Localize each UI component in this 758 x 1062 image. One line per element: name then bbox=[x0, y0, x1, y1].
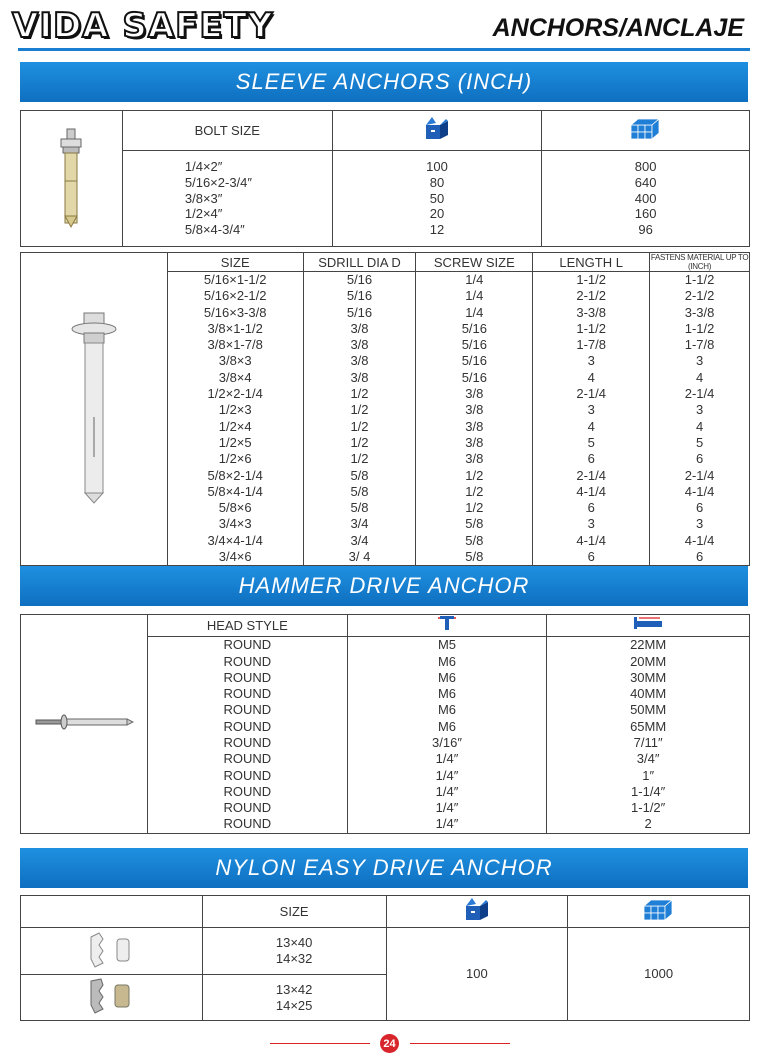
hammer-cell: 1/4″ bbox=[435, 800, 459, 816]
spec-cell: 4 bbox=[587, 418, 595, 434]
box-qty: 12 bbox=[429, 222, 445, 238]
bolt-size: 1/4×2″ bbox=[184, 159, 223, 175]
spec-cell: 2-1/4 bbox=[576, 386, 606, 402]
spec-cell: 1-7/8 bbox=[576, 337, 606, 353]
section-title: ANCHORS/ANCLAJE bbox=[492, 14, 744, 42]
spec-cell: 3/4 bbox=[350, 532, 369, 548]
sleeve-anchor-spec-image-cell bbox=[21, 253, 168, 566]
spec-cell: 4-1/4 bbox=[684, 532, 715, 548]
col-length bbox=[547, 615, 750, 637]
length-list bbox=[547, 637, 750, 834]
banner-nylon-easy-drive-anchor bbox=[20, 848, 748, 888]
hammer-cell: ROUND bbox=[223, 702, 272, 718]
spec-cell: 1/2 bbox=[350, 418, 369, 434]
carton-qty: 96 bbox=[638, 222, 653, 238]
col-head-style: HEAD STYLE bbox=[147, 615, 347, 637]
spec-cell: 4-1/4 bbox=[576, 483, 606, 499]
spec-cell: 3/8 bbox=[350, 320, 369, 336]
spec-cell: 6 bbox=[587, 500, 595, 516]
spec-cell: 5/16 bbox=[461, 320, 487, 336]
spec-cell: 3/ 4 bbox=[348, 549, 371, 565]
hammer-cell: 2 bbox=[644, 816, 652, 832]
length-icon bbox=[632, 615, 664, 631]
hammer-cell: ROUND bbox=[223, 686, 272, 702]
nylon-size-group-2 bbox=[202, 975, 386, 1021]
spec-cell: 3 bbox=[587, 402, 595, 418]
spec-cell: 5/8 bbox=[465, 549, 484, 565]
hammer-cell: 1/4″ bbox=[435, 751, 459, 767]
sleeve-anchor-spec-table bbox=[20, 252, 750, 566]
hammer-cell: 3/4″ bbox=[636, 751, 660, 767]
hammer-cell: 22MM bbox=[630, 637, 667, 653]
hammer-cell: M5 bbox=[437, 637, 456, 653]
spec-cell: 1-1/2 bbox=[684, 272, 715, 287]
spec-cell: 5/16 bbox=[461, 353, 487, 369]
banner-hammer-drive-anchor bbox=[20, 566, 748, 606]
banner-sleeve-anchors-inch bbox=[20, 62, 748, 102]
spec-cell: 1/4 bbox=[465, 272, 484, 287]
col-fastens-material: FASTENS MATERIAL UP TO (INCH) bbox=[650, 253, 749, 271]
spec-size-list bbox=[167, 272, 303, 566]
spec-cell: 5/16 bbox=[461, 369, 487, 385]
spec-cell: 3 bbox=[695, 516, 704, 532]
spec-cell: 2-1/4 bbox=[576, 467, 606, 483]
nylon-anchor-image-cell-2 bbox=[21, 975, 203, 1021]
spec-cell: 6 bbox=[695, 500, 704, 516]
nylon-anchor-table bbox=[20, 895, 750, 1021]
banner-title: NYLON EASY DRIVE ANCHOR bbox=[215, 855, 553, 880]
spec-fastens-list bbox=[650, 272, 750, 566]
spec-cell: 3/8×4 bbox=[218, 369, 252, 385]
page-footer bbox=[0, 1034, 758, 1054]
spec-cell: 3/8 bbox=[350, 337, 369, 353]
col-length: LENGTH L bbox=[533, 253, 650, 272]
spec-cell: 3/4 bbox=[350, 516, 369, 532]
spec-cell: 5/16 bbox=[461, 337, 487, 353]
spec-cell: 3/8×1-7/8 bbox=[207, 337, 263, 353]
spec-cell: 5/16×3-3/8 bbox=[203, 304, 267, 320]
bolt-size: 1/2×4″ bbox=[184, 206, 223, 222]
hammer-cell: 1/4″ bbox=[435, 816, 459, 832]
bolt-size-list bbox=[122, 151, 332, 247]
box-qty: 80 bbox=[429, 174, 445, 190]
spec-cell: 3-3/8 bbox=[684, 304, 715, 320]
spec-cell: 3/8 bbox=[465, 386, 484, 402]
nylon-size-group-1 bbox=[202, 928, 386, 975]
spec-cell: 5/8 bbox=[465, 532, 484, 548]
hammer-cell: 1″ bbox=[642, 767, 655, 783]
hammer-cell: ROUND bbox=[223, 816, 272, 832]
spec-cell: 2-1/2 bbox=[576, 288, 606, 304]
diameter-list bbox=[347, 637, 547, 834]
spec-cell: 5/8 bbox=[350, 483, 369, 499]
hammer-cell: 1-1/4″ bbox=[631, 783, 666, 799]
sleeve-anchor-image bbox=[51, 121, 91, 231]
hammer-cell: ROUND bbox=[223, 735, 272, 750]
carton-qty: 800 bbox=[634, 159, 657, 175]
nylon-header-blank bbox=[21, 896, 203, 928]
spec-screw-list bbox=[416, 272, 533, 566]
hammer-cell: 30MM bbox=[630, 669, 667, 685]
col-box bbox=[332, 111, 542, 151]
spec-cell: 3/4×3 bbox=[218, 516, 252, 532]
spec-cell: 3/8×3 bbox=[218, 353, 252, 369]
spec-cell: 3 bbox=[587, 516, 595, 532]
carton-icon bbox=[642, 896, 676, 922]
carton-qty: 400 bbox=[634, 190, 657, 206]
hammer-cell: ROUND bbox=[223, 751, 272, 767]
nylon-size: 13×40 bbox=[275, 935, 313, 951]
hammer-cell: 1-1/2″ bbox=[631, 800, 666, 816]
carton-qty-list bbox=[542, 151, 750, 247]
col-drill-dia: SDRILL DIA D bbox=[303, 253, 416, 272]
hammer-cell: ROUND bbox=[223, 800, 272, 816]
nylon-anchor-metal-image bbox=[83, 975, 139, 1015]
box-qty: 100 bbox=[426, 159, 448, 175]
spec-cell: 3/4×4-1/4 bbox=[207, 532, 263, 548]
spec-cell: 1-1/2 bbox=[576, 272, 606, 287]
spec-cell: 3/8 bbox=[465, 418, 484, 434]
brand-logo: VIDA SAFETY bbox=[12, 6, 274, 46]
spec-cell: 1/4 bbox=[465, 288, 484, 304]
nylon-size: 14×25 bbox=[275, 997, 313, 1013]
hammer-cell: ROUND bbox=[223, 637, 272, 653]
bolt-size: 3/8×3″ bbox=[184, 190, 223, 206]
spec-cell: 3/8 bbox=[465, 434, 484, 450]
spec-cell: 1/2 bbox=[465, 500, 484, 516]
hammer-cell: 50MM bbox=[630, 702, 667, 718]
spec-cell: 1/2×5 bbox=[218, 434, 252, 450]
spec-cell: 3/8 bbox=[465, 402, 484, 418]
box-icon bbox=[462, 896, 492, 922]
hammer-cell: M6 bbox=[437, 702, 456, 718]
spec-cell: 6 bbox=[695, 549, 704, 565]
spec-length-list bbox=[533, 272, 650, 566]
box-icon bbox=[422, 115, 452, 141]
spec-cell: 6 bbox=[695, 451, 704, 467]
spec-cell: 3 bbox=[695, 402, 704, 418]
banner-title: SLEEVE ANCHORS (INCH) bbox=[235, 69, 533, 94]
spec-cell: 3/8 bbox=[465, 451, 484, 467]
sleeve-anchor-pack-table bbox=[20, 110, 750, 247]
diameter-icon bbox=[436, 615, 458, 631]
spec-cell: 6 bbox=[587, 549, 595, 565]
bolt-size: 5/8×4-3/4″ bbox=[184, 222, 245, 238]
hammer-cell: M6 bbox=[437, 653, 456, 669]
carton-qty: 160 bbox=[634, 206, 657, 222]
col-size: SIZE bbox=[202, 896, 386, 928]
spec-cell: 1/2 bbox=[465, 467, 484, 483]
hammer-drive-anchor-table bbox=[20, 614, 750, 834]
spec-cell: 5/8 bbox=[465, 516, 484, 532]
col-box bbox=[386, 896, 568, 928]
spec-cell: 5/16 bbox=[346, 272, 373, 287]
hammer-cell: M6 bbox=[437, 718, 456, 734]
spec-cell: 3-3/8 bbox=[576, 304, 606, 320]
spec-cell: 1-1/2 bbox=[684, 320, 715, 336]
sleeve-anchor-image-cell bbox=[21, 111, 123, 247]
spec-cell: 1/2 bbox=[350, 386, 369, 402]
hammer-cell: 3/16″ bbox=[432, 735, 462, 750]
col-carton bbox=[542, 111, 750, 151]
bolt-size: 5/16×2-3/4″ bbox=[184, 174, 253, 190]
header-divider bbox=[18, 48, 750, 51]
footer-rule-right bbox=[410, 1043, 510, 1044]
box-qty: 50 bbox=[429, 190, 445, 206]
spec-cell: 5/8×2-1/4 bbox=[207, 467, 263, 483]
spec-cell: 5/16×2-1/2 bbox=[203, 288, 267, 304]
spec-cell: 3/4×6 bbox=[218, 549, 252, 565]
spec-cell: 1/2×4 bbox=[218, 418, 252, 434]
hammer-cell: 1/4″ bbox=[435, 767, 459, 783]
hammer-cell: M6 bbox=[437, 686, 456, 702]
hammer-cell: 7/11″ bbox=[633, 735, 663, 750]
spec-cell: 3/8 bbox=[350, 369, 369, 385]
col-screw-size: SCREW SIZE bbox=[416, 253, 533, 272]
hammer-cell: 1/4″ bbox=[435, 783, 459, 799]
sleeve-anchor-bolt-image bbox=[64, 307, 124, 507]
page-number: 24 bbox=[380, 1034, 399, 1053]
banner-title: HAMMER DRIVE ANCHOR bbox=[238, 573, 530, 598]
spec-cell: 4-1/4 bbox=[684, 483, 715, 499]
col-size: SIZE bbox=[167, 253, 303, 272]
spec-cell: 1/2 bbox=[350, 402, 369, 418]
nylon-size: 14×32 bbox=[275, 951, 313, 966]
col-diameter bbox=[347, 615, 547, 637]
hammer-cell: 40MM bbox=[630, 686, 667, 702]
col-bolt-size: BOLT SIZE bbox=[122, 111, 332, 151]
spec-cell: 2-1/4 bbox=[684, 467, 715, 483]
spec-cell: 5/16 bbox=[346, 288, 373, 304]
head-style-list bbox=[147, 637, 347, 834]
spec-cell: 5 bbox=[695, 434, 704, 450]
box-qty: 20 bbox=[429, 206, 445, 222]
hammer-cell: 65MM bbox=[630, 718, 667, 734]
hammer-cell: ROUND bbox=[223, 718, 272, 734]
spec-cell: 4 bbox=[587, 369, 595, 385]
nylon-carton-qty: 1000 bbox=[568, 928, 750, 1021]
spec-cell: 4-1/4 bbox=[576, 532, 606, 548]
spec-cell: 5/8 bbox=[350, 467, 369, 483]
spec-cell: 5/8 bbox=[350, 500, 369, 516]
spec-cell: 3/8 bbox=[350, 353, 369, 369]
carton-icon bbox=[629, 115, 663, 141]
spec-cell: 5/16 bbox=[346, 304, 373, 320]
spec-cell: 2-1/2 bbox=[684, 288, 715, 304]
hammer-drive-anchor-image bbox=[34, 714, 134, 730]
nylon-box-qty: 100 bbox=[386, 928, 568, 1021]
spec-cell: 5/16×1-1/2 bbox=[203, 272, 267, 287]
hammer-cell: ROUND bbox=[223, 767, 272, 783]
footer-rule-left bbox=[270, 1043, 370, 1044]
spec-cell: 1-7/8 bbox=[684, 337, 715, 353]
spec-cell: 1/2 bbox=[350, 451, 369, 467]
spec-drill-list bbox=[303, 272, 416, 566]
spec-cell: 6 bbox=[587, 451, 595, 467]
nylon-anchor-image-cell-1 bbox=[21, 928, 203, 975]
box-qty-list bbox=[332, 151, 542, 247]
nylon-size: 13×42 bbox=[275, 981, 313, 997]
carton-qty: 640 bbox=[634, 174, 657, 190]
nylon-anchor-image bbox=[83, 929, 139, 969]
spec-cell: 1/2 bbox=[350, 434, 369, 450]
spec-cell: 3/8×1-1/2 bbox=[207, 320, 263, 336]
spec-cell: 5/8×6 bbox=[218, 500, 252, 516]
spec-cell: 3 bbox=[587, 353, 595, 369]
hammer-cell: ROUND bbox=[223, 669, 272, 685]
spec-cell: 4 bbox=[695, 369, 704, 385]
hammer-cell: ROUND bbox=[223, 653, 272, 669]
spec-cell: 1/4 bbox=[465, 304, 484, 320]
hammer-cell: 20MM bbox=[630, 653, 667, 669]
spec-cell: 1/2×2-1/4 bbox=[207, 386, 263, 402]
hammer-cell: ROUND bbox=[223, 783, 272, 799]
hammer-anchor-image-cell bbox=[21, 615, 148, 834]
hammer-cell: M6 bbox=[437, 669, 456, 685]
spec-cell: 4 bbox=[695, 418, 704, 434]
col-carton bbox=[568, 896, 750, 928]
spec-cell: 1/2×3 bbox=[218, 402, 252, 418]
spec-cell: 1/2 bbox=[465, 483, 484, 499]
spec-cell: 1/2×6 bbox=[218, 451, 252, 467]
spec-cell: 5/8×4-1/4 bbox=[207, 483, 263, 499]
spec-cell: 2-1/4 bbox=[684, 386, 715, 402]
spec-cell: 3 bbox=[695, 353, 704, 369]
spec-cell: 1-1/2 bbox=[576, 320, 606, 336]
spec-cell: 5 bbox=[587, 434, 595, 450]
